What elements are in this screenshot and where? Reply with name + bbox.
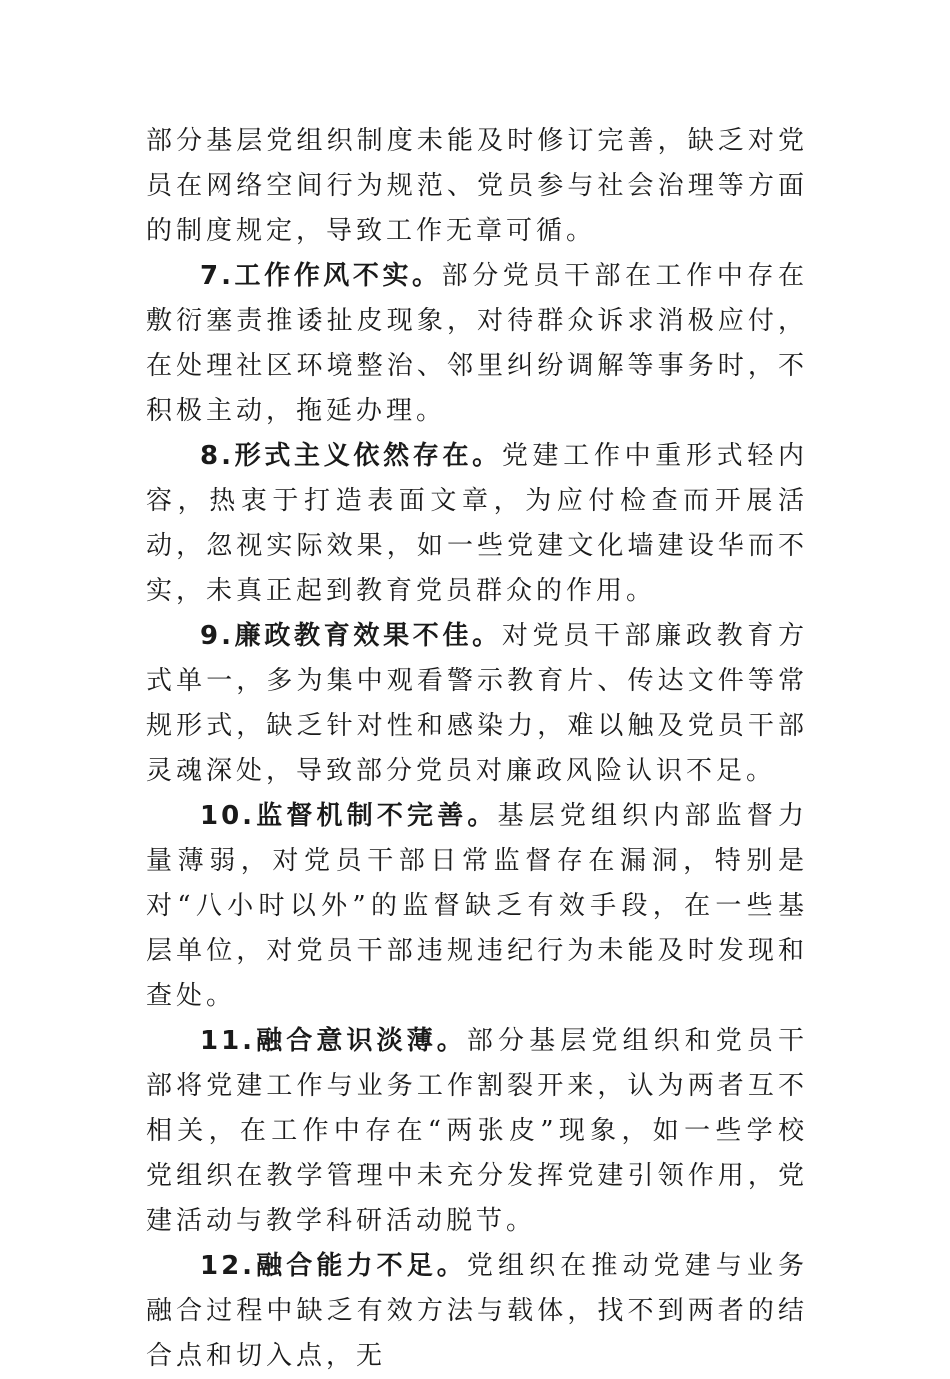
paragraph-heading: 7.工作作风不实。: [200, 261, 442, 291]
paragraph-item-10: [146, 794, 808, 1019]
paragraph-heading: 9.廉政教育效果不佳。: [200, 621, 502, 651]
paragraph-item-8: [146, 434, 808, 614]
paragraph-body: 党组织在推动党建与业务融合过程中缺乏有效方法与载体，找不到两者的结合点和切入点，无: [146, 1251, 808, 1371]
paragraph-body: 基层党组织内部监督力量薄弱，对党员干部日常监督存在漏洞，特别是对“八小时以外”的监督缺乏有效手段，在一些基层单位，对党员干部违规违纪行为未能及时发现和查处。: [146, 801, 808, 1011]
paragraph-item-9: [146, 614, 808, 794]
paragraph-continuation: [146, 119, 808, 254]
paragraph-heading: 10.监督机制不完善。: [200, 801, 498, 831]
paragraph-body: 党建工作中重形式轻内容，热衷于打造表面文章，为应付检查而开展活动，忽视实际效果，如一些党建文化墙建设华而不实，未真正起到教育党员群众的作用。: [146, 441, 808, 606]
paragraph-heading: 12.融合能力不足。: [200, 1251, 467, 1281]
paragraph-item-11: [146, 1019, 808, 1244]
document-page: [146, 119, 808, 1379]
paragraph-body: 对党员干部廉政教育方式单一，多为集中观看警示教育片、传达文件等常规形式，缺乏针对性和感染力，难以触及党员干部灵魂深处，导致部分党员对廉政风险认识不足。: [146, 621, 808, 786]
paragraph-body: 部分基层党组织制度未能及时修订完善，缺乏对党员在网络空间行为规范、党员参与社会治理等方面的制度规定，导致工作无章可循。: [146, 126, 808, 246]
paragraph-item-7: [146, 254, 808, 434]
paragraph-item-12: [146, 1244, 808, 1379]
paragraph-heading: 11.融合意识淡薄。: [200, 1026, 467, 1056]
paragraph-heading: 8.形式主义依然存在。: [200, 441, 502, 471]
paragraph-body: 部分基层党组织和党员干部将党建工作与业务工作割裂开来，认为两者互不相关，在工作中存在“两张皮”现象，如一些学校党组织在教学管理中未充分发挥党建引领作用，党建活动与教学科研活动脱节。: [146, 1026, 808, 1236]
paragraph-body: 部分党员干部在工作中存在敷衍塞责推诿扯皮现象，对待群众诉求消极应付，在处理社区环境整治、邻里纠纷调解等事务时，不积极主动，拖延办理。: [146, 261, 808, 426]
